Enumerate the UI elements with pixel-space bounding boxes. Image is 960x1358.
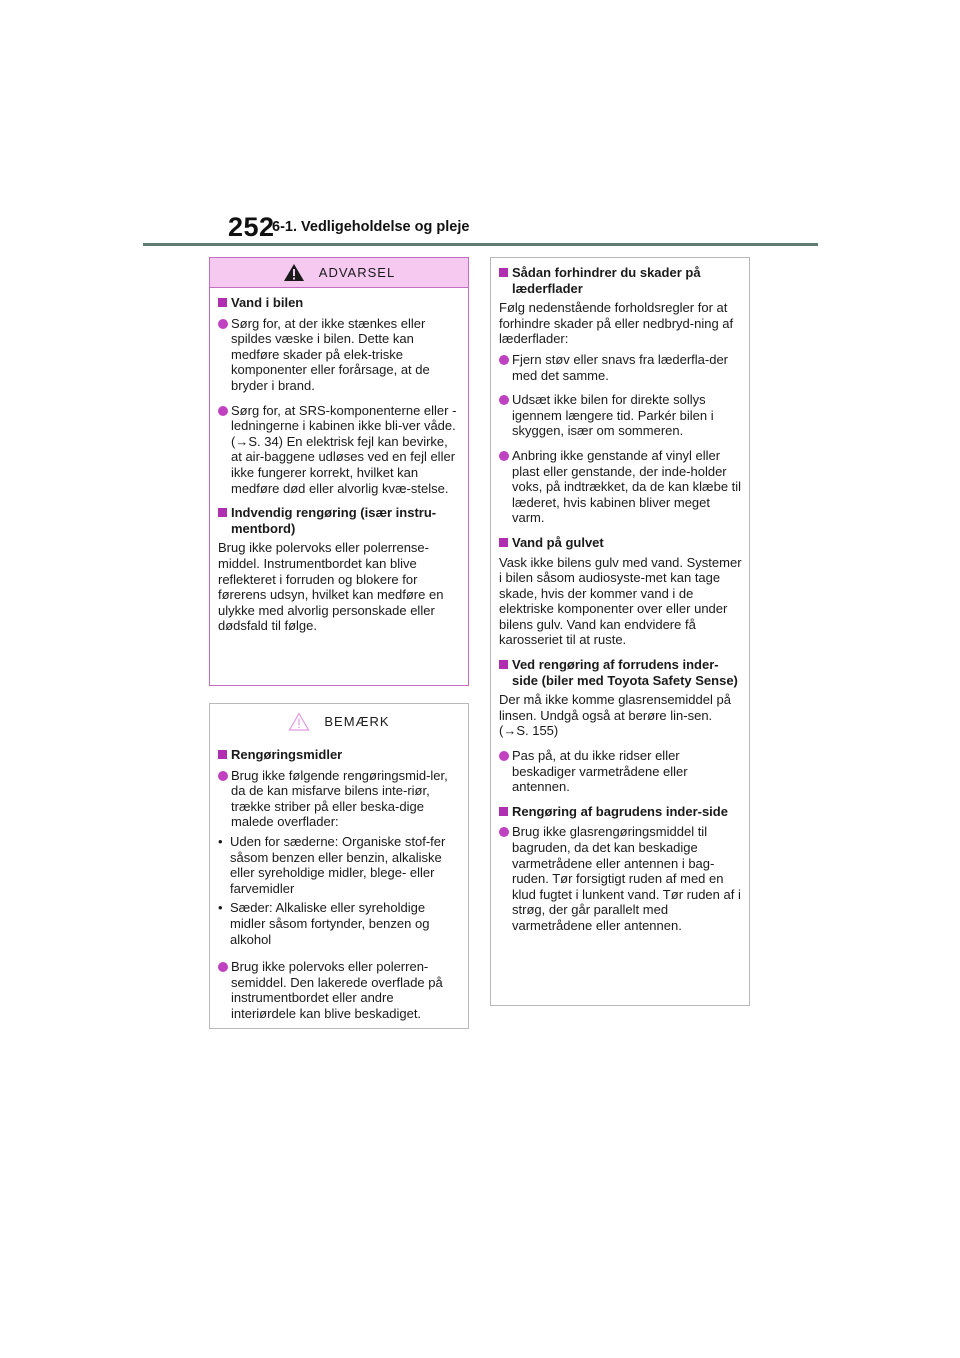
paragraph: Der må ikke komme glasrensemiddel på linsen. Undgå også at berøre lin-sen. (→S. 155) — [499, 692, 731, 739]
bullet-item: Sørg for, at der ikke stænkes eller spildes væske i bilen. Dette kan medføre skader på elek-triske komponenter eller forårsage, at de bryder i brand. — [218, 316, 461, 394]
bullet-item: Pas på, at du ikke ridser eller beskadiger varmetrådene eller antennen. — [499, 748, 742, 795]
section-title: 6-1. Vedligeholdelse og pleje — [272, 219, 470, 235]
square-bullet-icon — [499, 268, 508, 277]
subhead-rear-window-cleaning: Rengøring af bagrudens inder-side — [499, 804, 742, 820]
circle-bullet-icon — [499, 451, 509, 461]
subhead-water-in-car: Vand i bilen — [218, 295, 461, 311]
subhead-windshield-cleaning: Ved rengøring af forrudens inder-side (biler med Toyota Safety Sense) — [499, 657, 742, 688]
warning-box-title: ADVARSEL — [318, 265, 396, 280]
warning-box — [209, 257, 469, 686]
caution-triangle-outline-icon — [288, 712, 310, 731]
circle-bullet-icon — [218, 319, 228, 329]
right-info-box — [490, 257, 750, 1006]
circle-bullet-icon — [499, 395, 509, 405]
page-header — [0, 0, 960, 250]
circle-bullet-icon — [218, 962, 228, 972]
warning-triangle-icon — [283, 263, 305, 282]
bullet-item: Brug ikke følgende rengøringsmid-ler, da de kan misfarve bilens inte-riør, trække striber på eller beska-dige malede overflader: — [218, 768, 461, 830]
subhead-leather-protection: Sådan forhindrer du skader på læderflader — [499, 265, 742, 296]
paragraph: Brug ikke polervoks eller polerrense-middel. Instrumentbordet kan blive reflekteret i forruden og blokere for førerens udsyn, hvilket kan medføre en ulykke med alvorlig personskade eller dødsfald til følge. — [218, 540, 444, 634]
bullet-item: Udsæt ikke bilen for direkte sollys igennem længere tid. Parkér bilen i skyggen, især om sommeren. — [499, 392, 742, 439]
note-box-title: BEMÆRK — [324, 713, 390, 729]
square-bullet-icon — [499, 807, 508, 816]
subhead-water-on-floor: Vand på gulvet — [499, 535, 742, 551]
warning-box-header — [210, 258, 468, 288]
bullet-item: Fjern støv eller snavs fra læderfla-der med det samme. — [499, 352, 742, 383]
circle-bullet-icon — [218, 406, 228, 416]
circle-bullet-icon — [218, 771, 228, 781]
square-bullet-icon — [218, 508, 227, 517]
circle-bullet-icon — [499, 751, 509, 761]
square-bullet-icon — [499, 538, 508, 547]
square-bullet-icon — [499, 660, 508, 669]
paragraph: Vask ikke bilens gulv med vand. Systemer i bilen såsom audiosyste-met kan tage skade, hvis der kommer vand i de elektriske komponenter over eller under bilens gulv. Vand kan endvidere få karosseriet til at ruste. — [499, 554, 742, 648]
note-box — [209, 703, 469, 1029]
square-bullet-icon — [218, 298, 227, 307]
subhead-cleaning-agents: Rengøringsmidler — [218, 747, 461, 763]
bullet-item: Brug ikke polervoks eller polerren-semiddel. Den lakerede overflade på instrumentbordet eller andre interiørdele kan blive beskadiget. — [218, 959, 461, 1021]
header-rule — [143, 243, 818, 246]
paragraph: Følg nedenstående forholdsregler for at forhindre skader på eller nedbryd-ning af læderflader: — [499, 300, 734, 347]
bullet-item: Anbring ikke genstande af vinyl eller plast eller genstande, der inde-holder voks, på indtrækket, da de kan klæbe til læderet, hvis kabinen bliver meget varm. — [499, 448, 742, 526]
dash-list-item: • Uden for sæderne: Organiske stof-fer såsom benzen eller benzin, alkaliske eller syreholdige midler, blege- eller farvemidler — [218, 833, 446, 896]
bullet-item: Sørg for, at SRS-komponenterne eller -ledningerne i kabinen ikke bli-ver våde. (→S. 34) En elektrisk fejl kan bevirke, at air-baggene udløses ved en fejl eller ikke fungerer korrekt, hvilket kan medføre død eller alvorlig kvæ-stelse. — [218, 403, 461, 497]
note-box-header — [210, 706, 468, 736]
square-bullet-icon — [218, 750, 227, 759]
bullet-item: Brug ikke glasrengøringsmiddel til bagruden, da det kan beskadige varmetrådene eller antennen i bag-ruden. Tør forsigtigt ruden af med en klud fugtet i lunkent vand. Tør ruden af i strøg, der går parallelt med varmetrådene eller antennen. — [499, 824, 742, 933]
circle-bullet-icon — [499, 827, 509, 837]
circle-bullet-icon — [499, 355, 509, 365]
subhead-interior-cleaning: Indvendig rengøring (især instru-mentbord) — [218, 505, 461, 536]
page-number: 252 — [228, 212, 275, 242]
dash-list-item: • Sæder: Alkaliske eller syreholdige midler såsom fortynder, benzen og alkohol — [218, 900, 430, 947]
